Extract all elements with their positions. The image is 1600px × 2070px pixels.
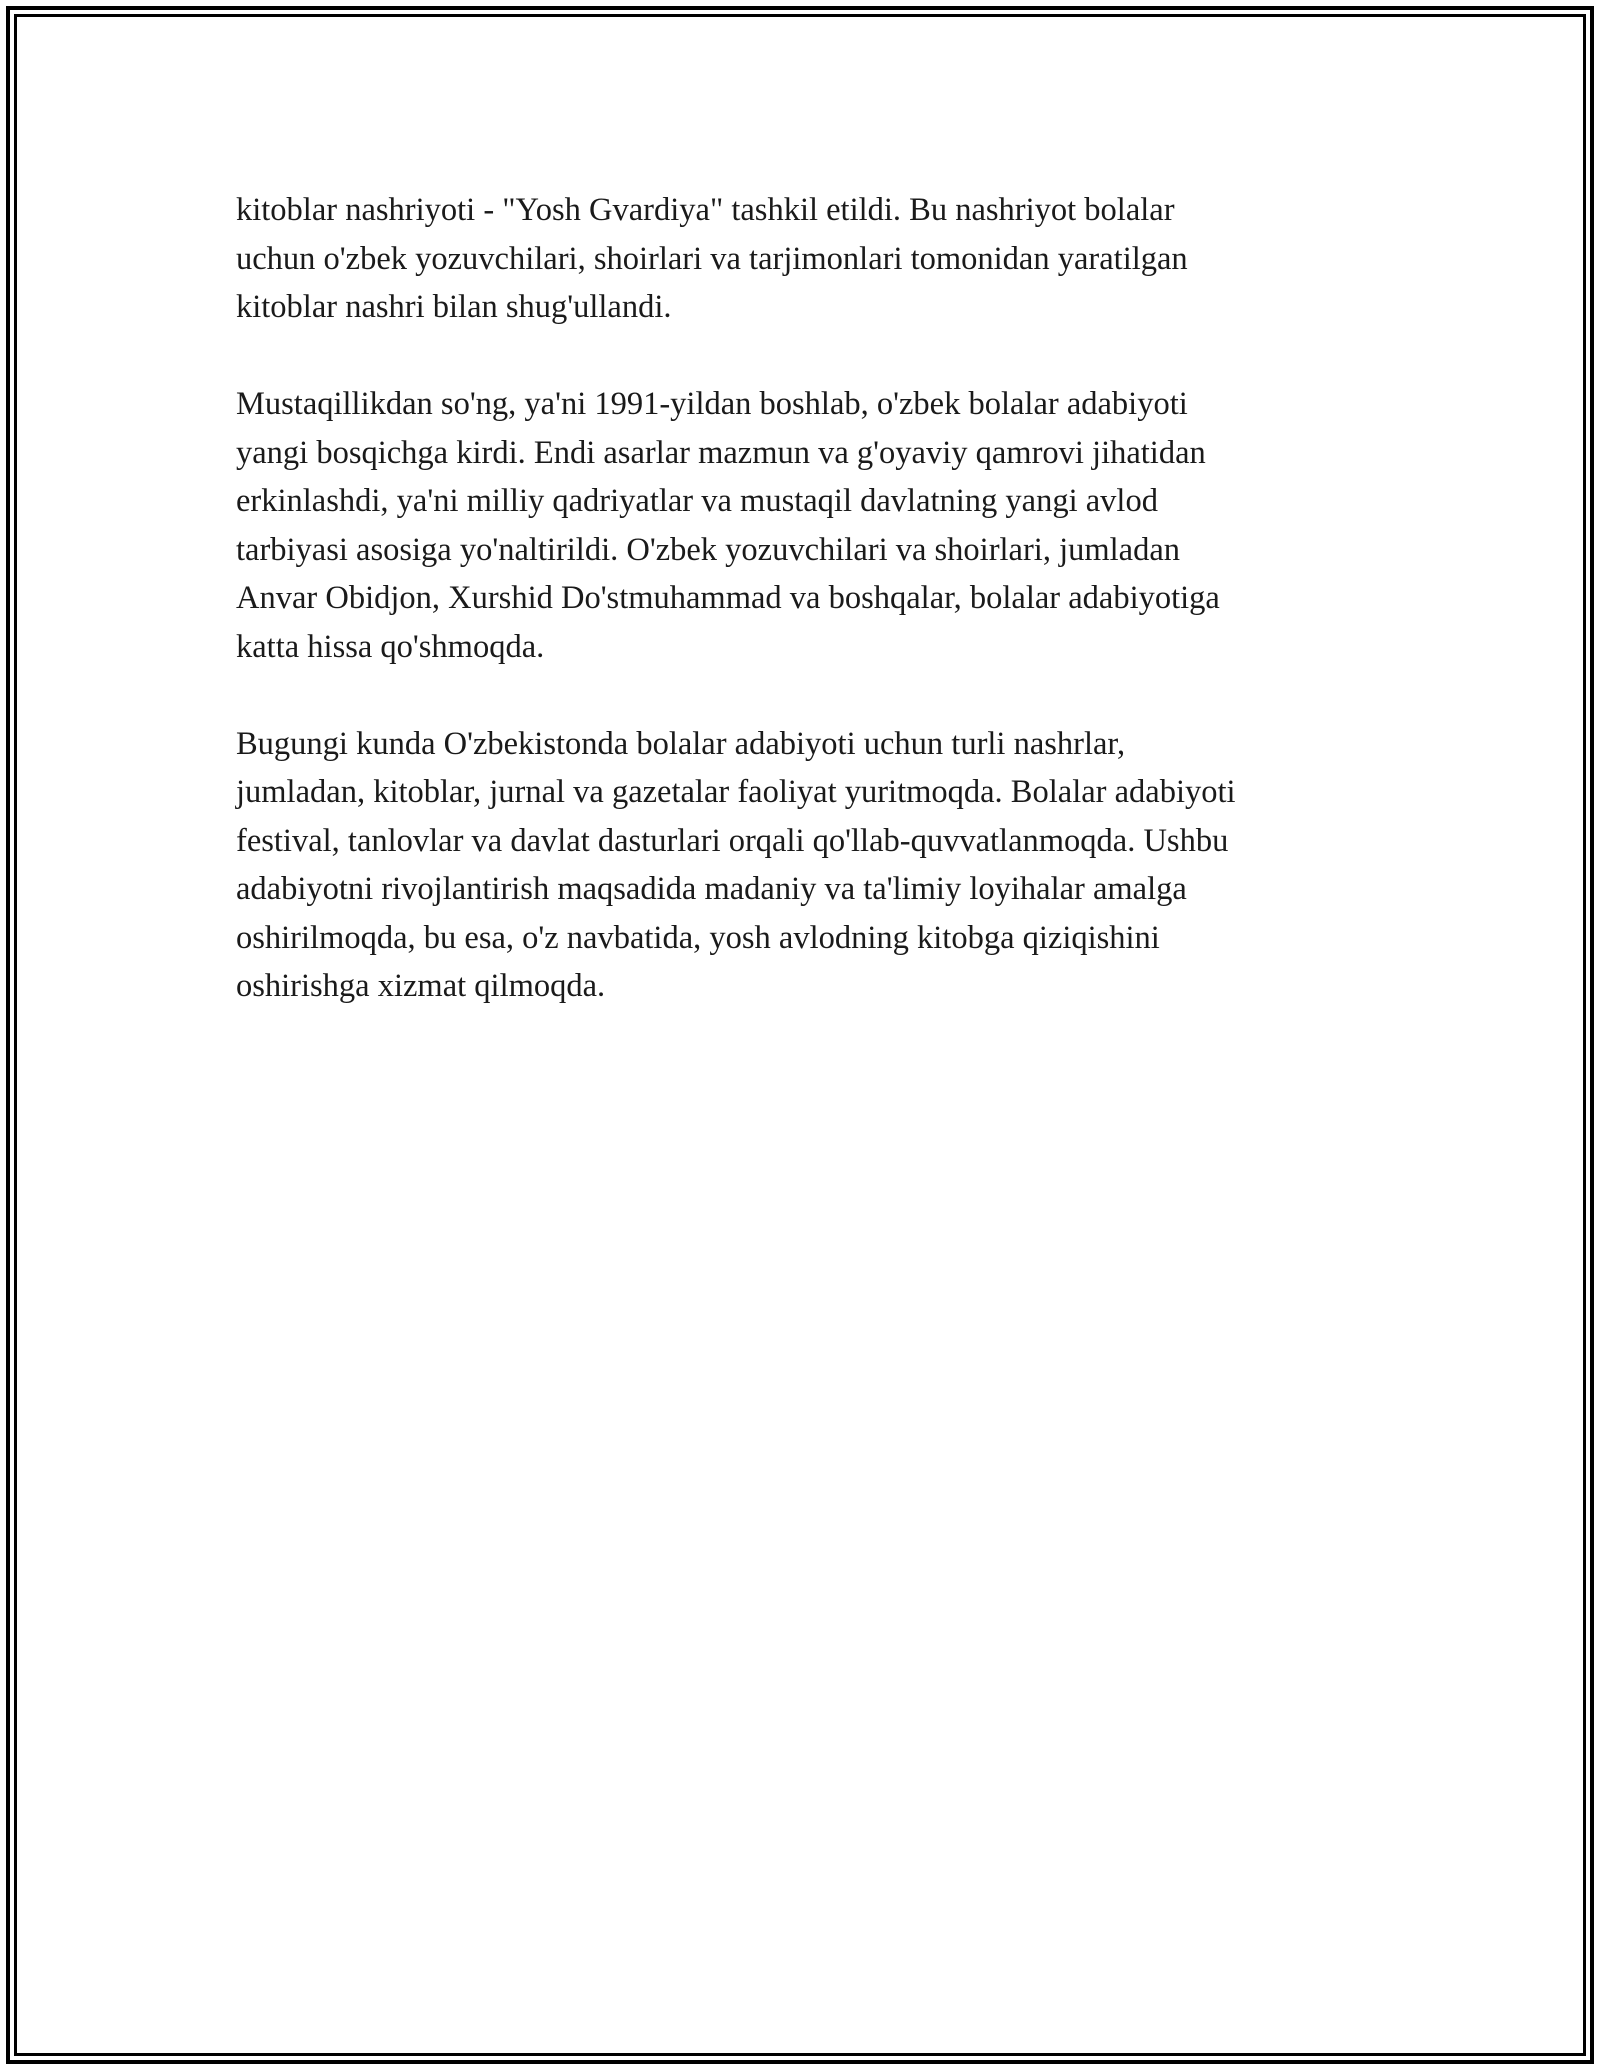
paragraph-yosh-gvardiya: kitoblar nashriyoti - "Yosh Gvardiya" tashkil etildi. Bu nashriyot bolalar uchun o'zbek yozuvchilari, shoirlari va tarjimonlari tomonidan yaratilgan kitoblar nashri bilan shug'ullandi.	[236, 192, 1188, 325]
paragraph-bugungi-kunda: Bugungi kunda O'zbekistonda bolalar adabiyoti uchun turli nashrlar, jumladan, kitoblar, jurnal va gazetalar faoliyat yuritmoqda. Bolalar adabiyoti festival, tanlovlar va davlat dasturlari orqali qo'llab-quvvatlanmoqda. Ushbu adabiyotni rivojlantirish maqsadida madaniy va ta'limiy loyihalar amalga oshirilmoqda, bu esa, o'z navbatida, yosh avlodning kitobga qiziqishini oshirishga xizmat qilmoqda.	[236, 725, 1236, 1004]
document-body	[236, 186, 1386, 1059]
paragraph-mustaqillik: Mustaqillikdan so'ng, ya'ni 1991-yildan boshlab, o'zbek bolalar adabiyoti yangi bosqichga kirdi. Endi asarlar mazmun va g'oyaviy qamrovi jihatidan erkinlashdi, ya'ni milliy qadriyatlar va mustaqil davlatning yangi avlod tarbiyasi asosiga yo'naltirildi. O'zbek yozuvchilari va shoirlari, jumladan Anvar Obidjon, Xurshid Do'stmuhammad va boshqalar, bolalar adabiyotiga katta hissa qo'shmoqda.	[236, 386, 1220, 665]
